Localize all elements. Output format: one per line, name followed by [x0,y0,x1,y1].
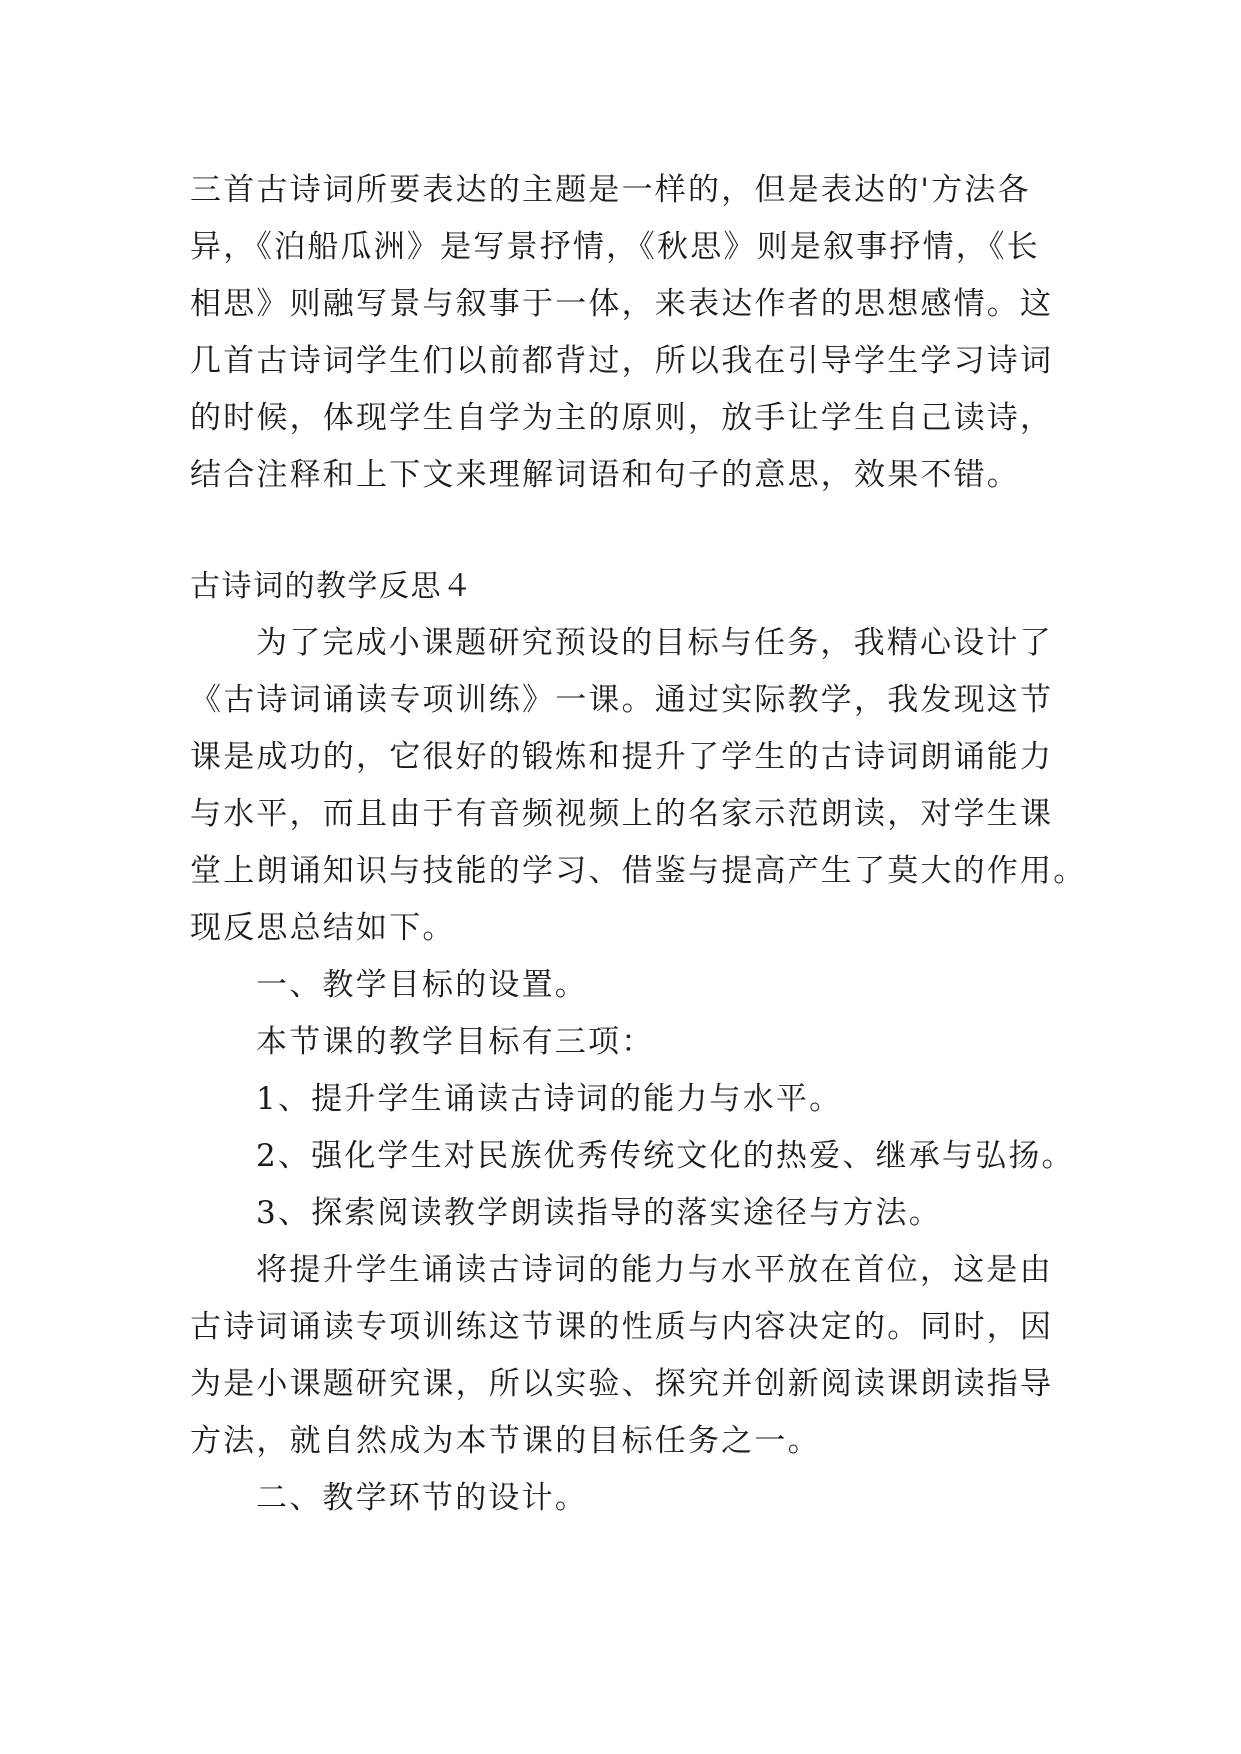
text-line: 与水平，而且由于有音频视频上的名家示范朗读，对学生课 [190,796,1054,832]
section-title: 古诗词的教学反思４ [190,569,474,604]
text-line: 课是成功的，它很好的锻炼和提升了学生的古诗词朗诵能力 [190,739,1054,775]
text-line: 相思》则融写景与叙事于一体，来表达作者的思想感情。这 [190,286,1054,322]
top-paragraph [190,162,1070,504]
text-line: 为是小课题研究课，所以实验、探究并创新阅读课朗读指导 [190,1366,1054,1402]
text-line: 《古诗词诵读专项训练》一课。通过实际教学，我发现这节 [190,682,1054,718]
text-line: 结合注释和上下文来理解词语和句子的意思，效果不错。 [190,457,1020,493]
heading-teaching-steps: 二、教学环节的设计。 [256,1480,588,1516]
text-line: 的时候，体现学生自学为主的原则，放手让学生自己读诗， [190,400,1054,436]
text-line: 古诗词诵读专项训练这节课的性质与内容决定的。同时，因 [190,1309,1054,1345]
text-line: 方法，就自然成为本节课的目标任务之一。 [190,1423,821,1459]
text-line: 三首古诗词所要表达的主题是一样的，但是表达的'方法各 [190,172,1031,208]
main-content [190,615,1087,1527]
objectives-intro: 本节课的教学目标有三项： [256,1024,655,1060]
paragraph-1 [190,615,1087,957]
objective-item-2: 2、强化学生对民族优秀传统文化的热爱、继承与弘扬。 [256,1138,1075,1174]
heading-teaching-objectives: 一、教学目标的设置。 [256,967,588,1003]
text-line: 堂上朗诵知识与技能的学习、借鉴与提高产生了莫大的作用。 [190,853,1087,889]
text-line: 现反思总结如下。 [190,910,456,946]
paragraph-2 [190,1242,1070,1470]
text-line: 将提升学生诵读古诗词的能力与水平放在首位，这是由 [256,1252,1053,1288]
text-line: 为了完成小课题研究预设的目标与任务，我精心设计了 [256,625,1053,661]
text-line: 几首古诗词学生们以前都背过，所以我在引导学生学习诗词 [190,343,1054,379]
text-line: 异，《泊船瓜洲》是写景抒情，《秋思》则是叙事抒情，《长 [190,229,1040,265]
objective-item-3: 3、探索阅读教学朗读指导的落实途径与方法。 [256,1195,942,1231]
objective-item-1: 1、提升学生诵读古诗词的能力与水平。 [256,1081,843,1117]
